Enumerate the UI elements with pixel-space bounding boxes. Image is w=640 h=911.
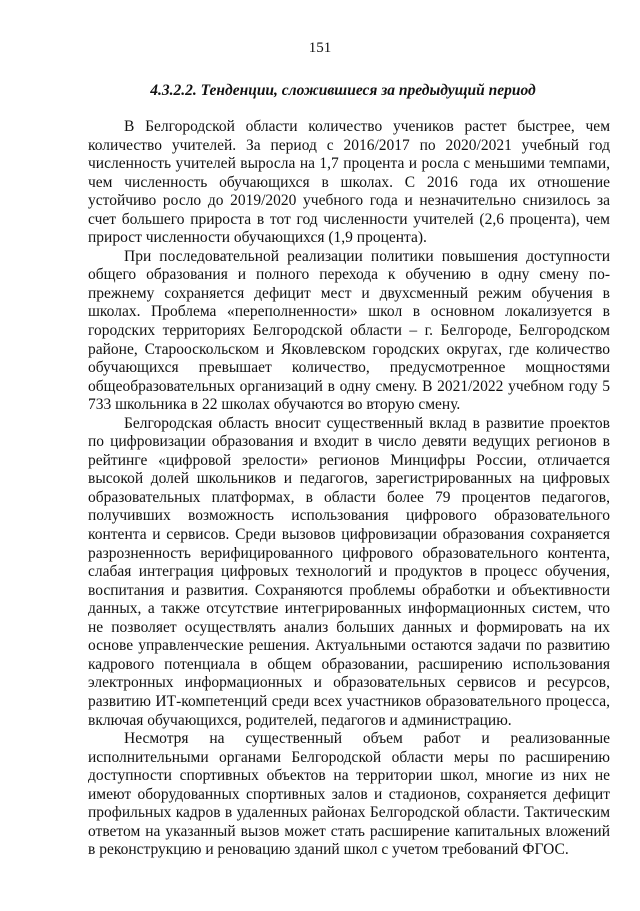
paragraph-school-shifts: При последовательной реализации политики повышения доступности общего образования и полного перехода к обучению в одну смену по-прежнему сохраняется дефицит мест и двухсменный режим обучения в школах. Проблема «переполненности» школ в основном локализуется в городских территориях Белгородской области – г. Белгороде, Белгородском районе, Старооскольском и Яковлевском городских округах, где количество обучающихся превышает количество, предусмотренное мощностями общеобразовательных организаций в одну смену. В 2021/2022 учебном году 5 733 школьника в 22 школах обучаются во вторую смену.	[88, 247, 610, 414]
paragraph-teacher-student-ratio: В Белгородской области количество учеников растет быстрее, чем количество учителей. За период с 2016/2017 по 2020/2021 учебный год численность учителей выросла на 1,7 процента и росла с меньшими темпами, чем численность обучающихся в школах. С 2016 года их отношение устойчиво росло до 2019/2020 учебного года и незначительно снизилось за счет большего прироста в тот год численности учителей (2,6 процента), чем прирост численности обучающихся (1,9 процента).	[88, 118, 610, 247]
body-text	[88, 118, 610, 860]
section-heading: 4.3.2.2. Тенденции, сложившиеся за предыдущий период	[150, 82, 536, 99]
paragraph-digitalization: Белгородская область вносит существенный вклад в развитие проектов по цифровизации образования и входит в число девяти ведущих регионов в рейтинге «цифровой зрелости» регионов Минцифры России, отличается высокой долей школьников и педагогов, зарегистрированных на цифровых образовательных платформах, в области более 79 процентов педагогов, получивших возможность использования цифрового образовательного контента и сервисов. Среди вызовов цифровизации образования сохраняется разрозненность верифицированного цифрового образовательного контента, слабая интеграция цифровых технологий и продуктов в процесс обучения, воспитания и развития. Сохраняются проблемы обработки и объективности данных, а также отсутствие интегрированных информационных систем, что не позволяет осуществлять анализ больших данных и формировать на их основе управленческие решения. Актуальными остаются задачи по развитию кадрового потенциала в общем образовании, расширению использования электронных информационных и образовательных сервисов и ресурсов, развитию ИТ-компетенций среди всех участников образовательного процесса, включая обучающихся, родителей, педагогов и администрацию.	[88, 414, 610, 729]
paragraph-sports-facilities: Несмотря на существенный объем работ и реализованные исполнительными органами Белгородской области меры по расширению доступности спортивных объектов на территории школ, многие из них не имеют оборудованных спортивных залов и стадионов, сохраняется дефицит профильных кадров в удаленных районах Белгородской области. Тактическим ответом на указанный вызов может стать расширение капитальных вложений в реконструкцию и реновацию зданий школ с учетом требований ФГОС.	[88, 730, 610, 859]
page-number: 151	[308, 40, 332, 56]
